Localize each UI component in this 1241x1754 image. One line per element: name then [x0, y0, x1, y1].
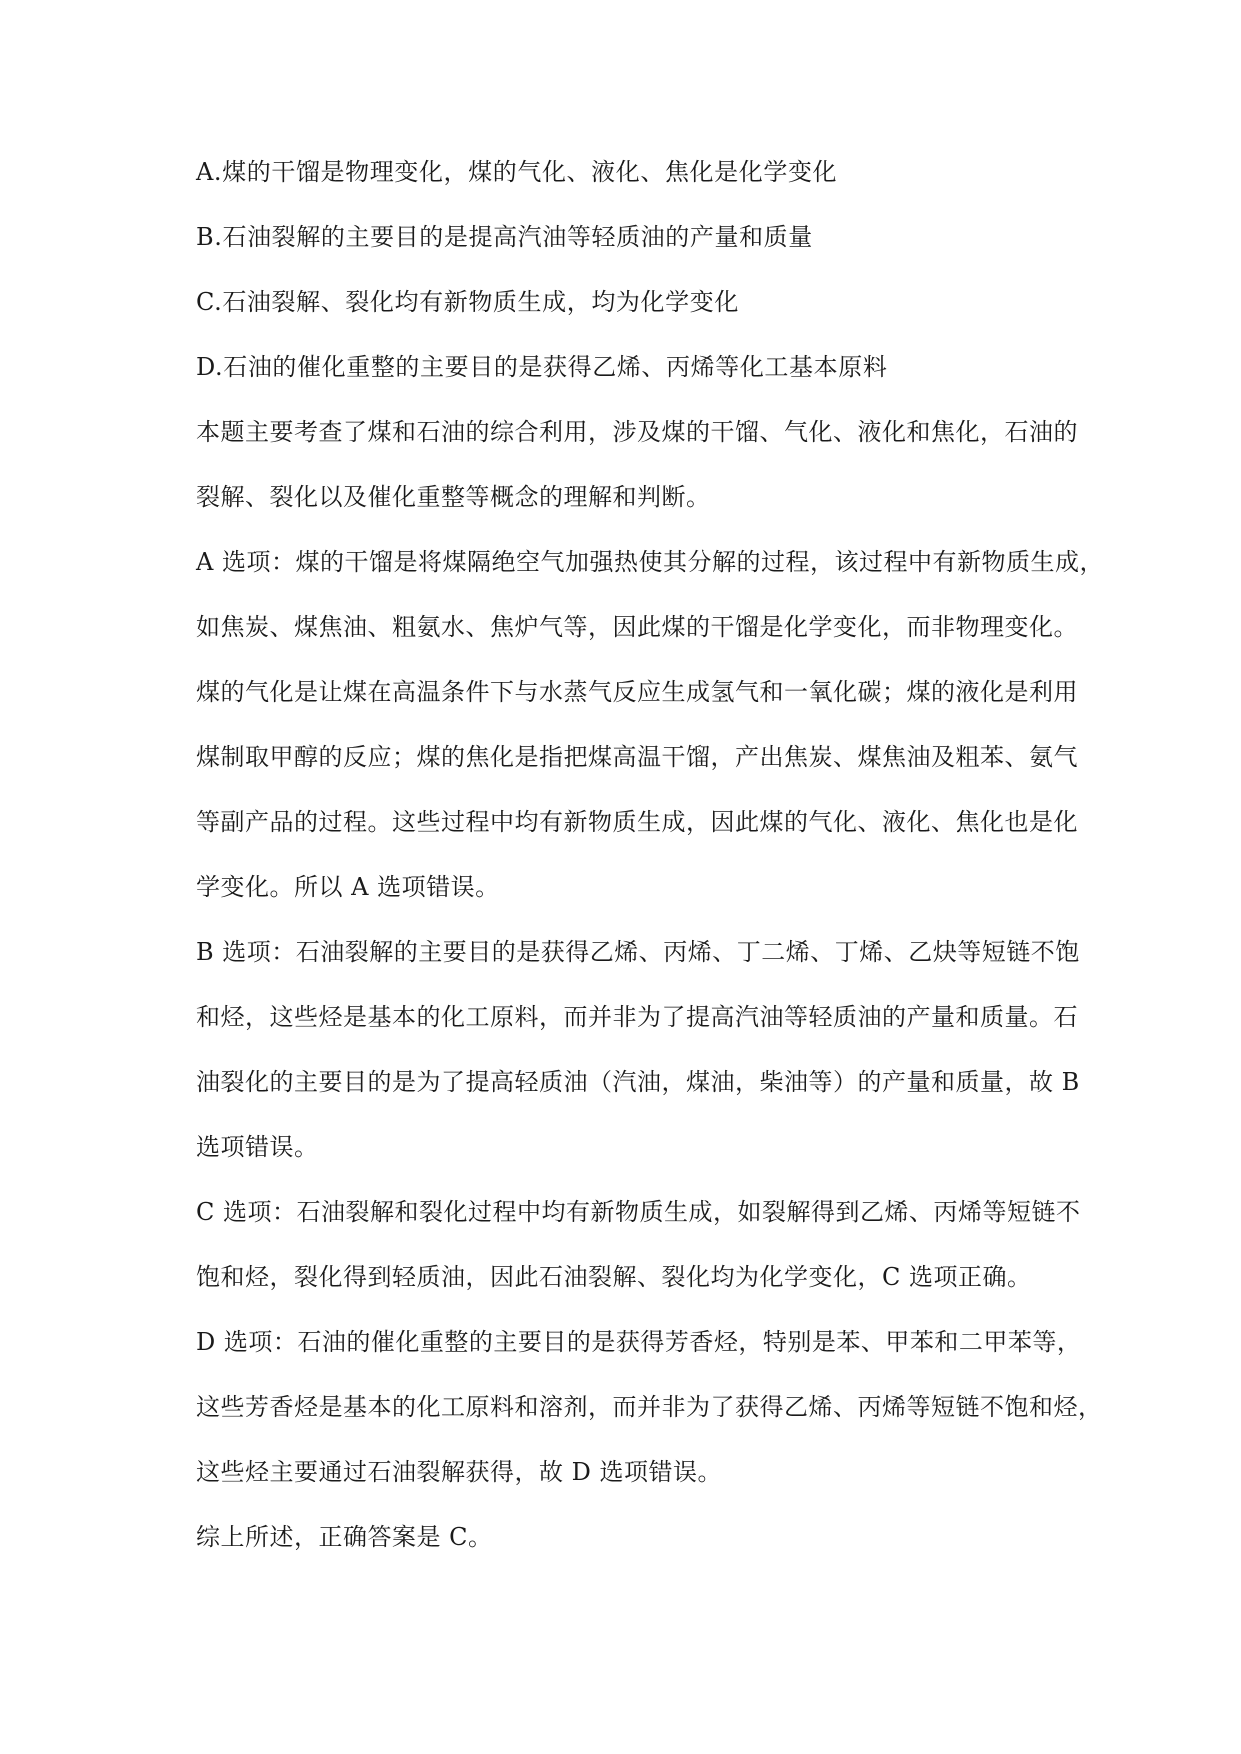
- analysis-d-paragraph: [196, 1310, 1106, 1505]
- answer-options: [196, 140, 1106, 400]
- option-b: B.石油裂解的主要目的是提高汽油等轻质油的产量和质量: [196, 223, 813, 251]
- option-a: A.煤的干馏是物理变化，煤的气化、液化、焦化是化学变化: [196, 158, 838, 186]
- analysis-a-line: A 选项：煤的干馏是将煤隔绝空气加强热使其分解的过程，该过程中有新物质生成，: [196, 548, 1104, 576]
- analysis-a-paragraph: [196, 530, 1106, 920]
- option-c: C.石油裂解、裂化均有新物质生成，均为化学变化: [196, 288, 739, 316]
- analysis-d-line: 这些芳香烃是基本的化工原料和溶剂，而并非为了获得乙烯、丙烯等短链不饱和烃，: [196, 1393, 1103, 1421]
- analysis-b-line: 选项错误。: [196, 1133, 319, 1161]
- analysis-d-line: D 选项：石油的催化重整的主要目的是获得芳香烃，特别是苯、甲苯和二甲苯等，: [196, 1328, 1082, 1356]
- analysis-b-line: 油裂化的主要目的是为了提高轻质油（汽油，煤油，柴油等）的产量和质量，故 B: [196, 1068, 1080, 1096]
- analysis-d-line: 这些烃主要通过石油裂解获得，故 D 选项错误。: [196, 1458, 722, 1486]
- document-page: [196, 140, 1106, 1570]
- analysis-c-line: 饱和烃，裂化得到轻质油，因此石油裂解、裂化均为化学变化，C 选项正确。: [196, 1263, 1032, 1291]
- analysis-b-line: 和烃，这些烃是基本的化工原料，而并非为了提高汽油等轻质油的产量和质量。石: [196, 1003, 1078, 1031]
- intro-paragraph: [196, 400, 1106, 530]
- intro-line: 裂解、裂化以及催化重整等概念的理解和判断。: [196, 483, 711, 511]
- analysis-b-paragraph: [196, 920, 1106, 1180]
- conclusion: 综上所述，正确答案是 C。: [196, 1523, 493, 1551]
- analysis-a-line: 等副产品的过程。这些过程中均有新物质生成，因此煤的气化、液化、焦化也是化: [196, 808, 1078, 836]
- analysis-a-line: 煤制取甲醇的反应；煤的焦化是指把煤高温干馏，产出焦炭、煤焦油及粗苯、氨气: [196, 743, 1078, 771]
- analysis-c-line: C 选项：石油裂解和裂化过程中均有新物质生成，如裂解得到乙烯、丙烯等短链不: [196, 1198, 1081, 1226]
- analysis-a-line: 如焦炭、煤焦油、粗氨水、焦炉气等，因此煤的干馏是化学变化，而非物理变化。: [196, 613, 1078, 641]
- intro-line: 本题主要考查了煤和石油的综合利用，涉及煤的干馏、气化、液化和焦化，石油的: [196, 418, 1078, 446]
- analysis-a-line: 煤的气化是让煤在高温条件下与水蒸气反应生成氢气和一氧化碳；煤的液化是利用: [196, 678, 1078, 706]
- analysis-c-paragraph: [196, 1180, 1106, 1310]
- option-d: D.石油的催化重整的主要目的是获得乙烯、丙烯等化工基本原料: [196, 353, 888, 381]
- analysis-b-line: B 选项：石油裂解的主要目的是获得乙烯、丙烯、丁二烯、丁烯、乙炔等短链不饱: [196, 938, 1080, 966]
- analysis-a-line: 学变化。所以 A 选项错误。: [196, 873, 500, 901]
